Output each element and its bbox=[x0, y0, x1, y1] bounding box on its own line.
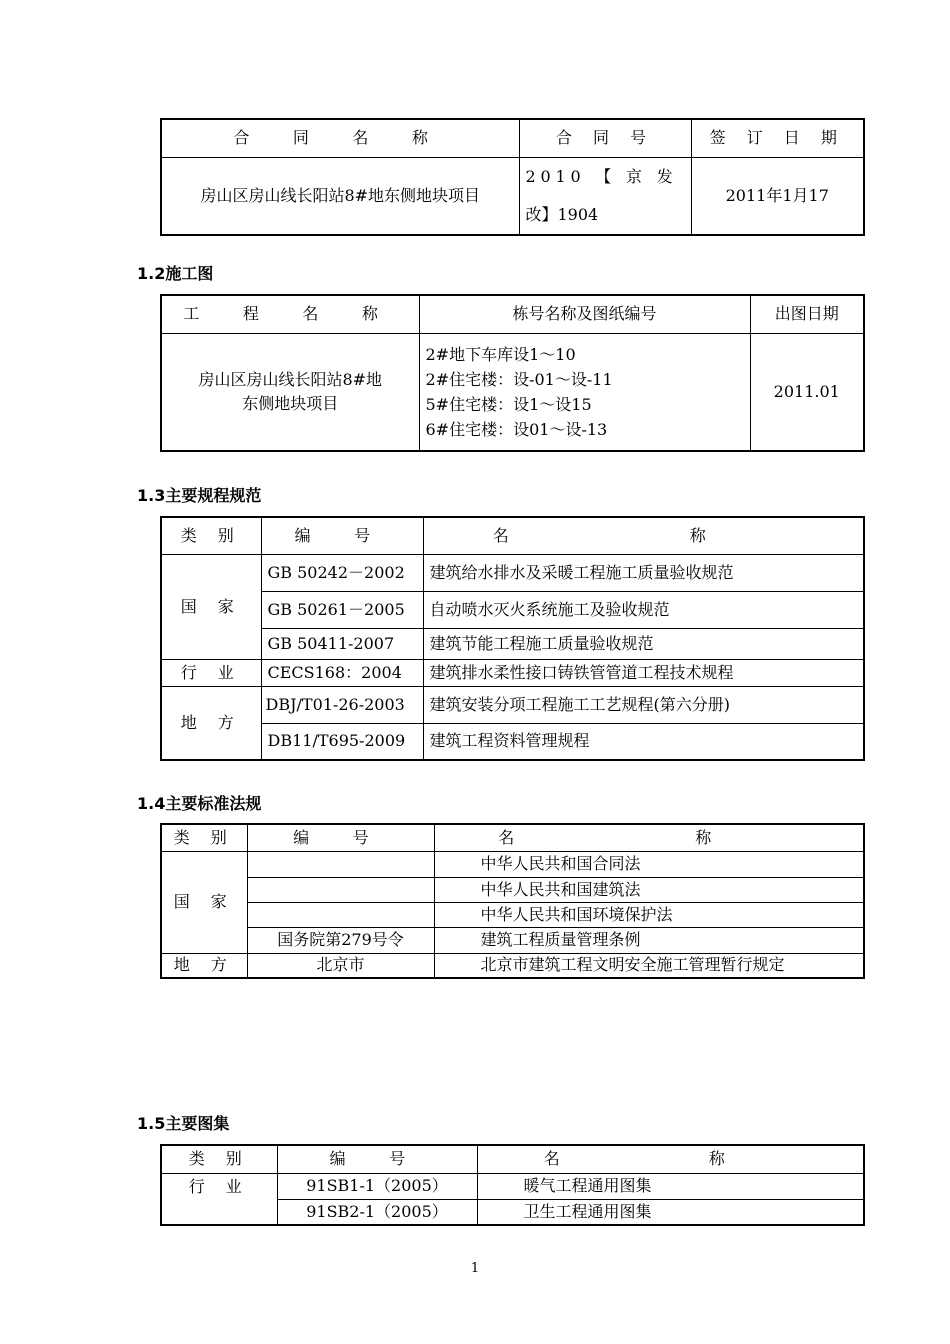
drawings-header-date: 出图日期 bbox=[750, 295, 864, 333]
drawings-date: 2011.01 bbox=[750, 333, 864, 451]
codes-name: 建筑排水柔性接口铸铁管管道工程技术规程 bbox=[423, 659, 864, 686]
laws-code bbox=[247, 851, 434, 877]
contract-name: 房山区房山线长阳站8#地东侧地块项目 bbox=[161, 157, 519, 235]
codes-table bbox=[160, 516, 865, 761]
atlas-header-category: 类 别 bbox=[161, 1145, 277, 1173]
codes-code: GB 50261－2005 bbox=[261, 591, 423, 628]
drawings-header-name: 工 程 名 称 bbox=[161, 295, 419, 333]
laws-name: 北京市建筑工程文明安全施工管理暂行规定 bbox=[434, 953, 864, 978]
contract-number-line2: 改】1904 bbox=[525, 204, 599, 224]
codes-heading: 1.3主要规程规范 bbox=[137, 486, 262, 505]
codes-header-code: 编 号 bbox=[261, 517, 423, 554]
codes-category: 地 方 bbox=[161, 686, 261, 760]
laws-category: 地 方 bbox=[161, 953, 247, 978]
codes-code: GB 50411-2007 bbox=[261, 628, 423, 659]
drawings-heading: 1.2施工图 bbox=[137, 264, 214, 283]
codes-category: 国 家 bbox=[161, 554, 261, 659]
laws-header-category: 类 别 bbox=[161, 824, 247, 851]
laws-code bbox=[247, 902, 434, 927]
contract-header-number: 合 同 号 bbox=[519, 119, 691, 157]
codes-name: 建筑安装分项工程施工工艺规程(第六分册) bbox=[423, 686, 864, 723]
laws-name: 中华人民共和国环境保护法 bbox=[434, 902, 864, 927]
contract-header-date: 签 订 日 期 bbox=[691, 119, 864, 157]
codes-header-category: 类 别 bbox=[161, 517, 261, 554]
contract-table bbox=[160, 118, 865, 236]
codes-name: 建筑工程资料管理规程 bbox=[423, 723, 864, 760]
drawings-header-codes: 栋号名称及图纸编号 bbox=[419, 295, 750, 333]
atlas-heading: 1.5主要图集 bbox=[137, 1114, 230, 1133]
codes-name: 建筑给水排水及采暖工程施工质量验收规范 bbox=[423, 554, 864, 591]
atlas-header-code: 编 号 bbox=[277, 1145, 477, 1173]
laws-header-name: 名 称 bbox=[434, 824, 864, 851]
codes-code: DB11/T695-2009 bbox=[261, 723, 423, 760]
codes-code: DBJ/T01-26-2003 bbox=[261, 686, 423, 723]
atlas-category: 行 业 bbox=[161, 1173, 277, 1225]
laws-heading: 1.4主要标准法规 bbox=[137, 794, 262, 813]
atlas-header-name: 名 称 bbox=[477, 1145, 864, 1173]
contract-number-line1: 2010 【 京 发 bbox=[525, 166, 678, 186]
laws-header-code: 编 号 bbox=[247, 824, 434, 851]
codes-category: 行 业 bbox=[161, 659, 261, 686]
laws-name: 中华人民共和国建筑法 bbox=[434, 877, 864, 902]
contract-number bbox=[519, 157, 691, 235]
atlas-code: 91SB1-1（2005） bbox=[277, 1173, 477, 1199]
atlas-table bbox=[160, 1144, 865, 1226]
laws-name: 建筑工程质量管理条例 bbox=[434, 927, 864, 953]
codes-header-name: 名 称 bbox=[423, 517, 864, 554]
laws-category: 国 家 bbox=[161, 851, 247, 953]
contract-date: 2011年1月17 bbox=[691, 157, 864, 235]
atlas-name: 卫生工程通用图集 bbox=[477, 1199, 864, 1225]
drawings-codes: 2#地下车库设1～10 2#住宅楼：设-01～设-11 5#住宅楼：设1～设15 6#住宅楼：设01～设-13 bbox=[419, 333, 750, 451]
laws-name: 中华人民共和国合同法 bbox=[434, 851, 864, 877]
contract-header-name: 合 同 名 称 bbox=[161, 119, 519, 157]
laws-table bbox=[160, 823, 865, 979]
codes-name: 自动喷水灭火系统施工及验收规范 bbox=[423, 591, 864, 628]
laws-code: 北京市 bbox=[247, 953, 434, 978]
codes-code: CECS168：2004 bbox=[261, 659, 423, 686]
codes-code: GB 50242－2002 bbox=[261, 554, 423, 591]
page-number: 1 bbox=[470, 1261, 480, 1276]
atlas-name: 暖气工程通用图集 bbox=[477, 1173, 864, 1199]
drawings-project-name: 房山区房山线长阳站8#地 东侧地块项目 bbox=[161, 333, 419, 451]
atlas-code: 91SB2-1（2005） bbox=[277, 1199, 477, 1225]
codes-name: 建筑节能工程施工质量验收规范 bbox=[423, 628, 864, 659]
laws-code bbox=[247, 877, 434, 902]
laws-code: 国务院第279号令 bbox=[247, 927, 434, 953]
drawings-table bbox=[160, 294, 865, 452]
